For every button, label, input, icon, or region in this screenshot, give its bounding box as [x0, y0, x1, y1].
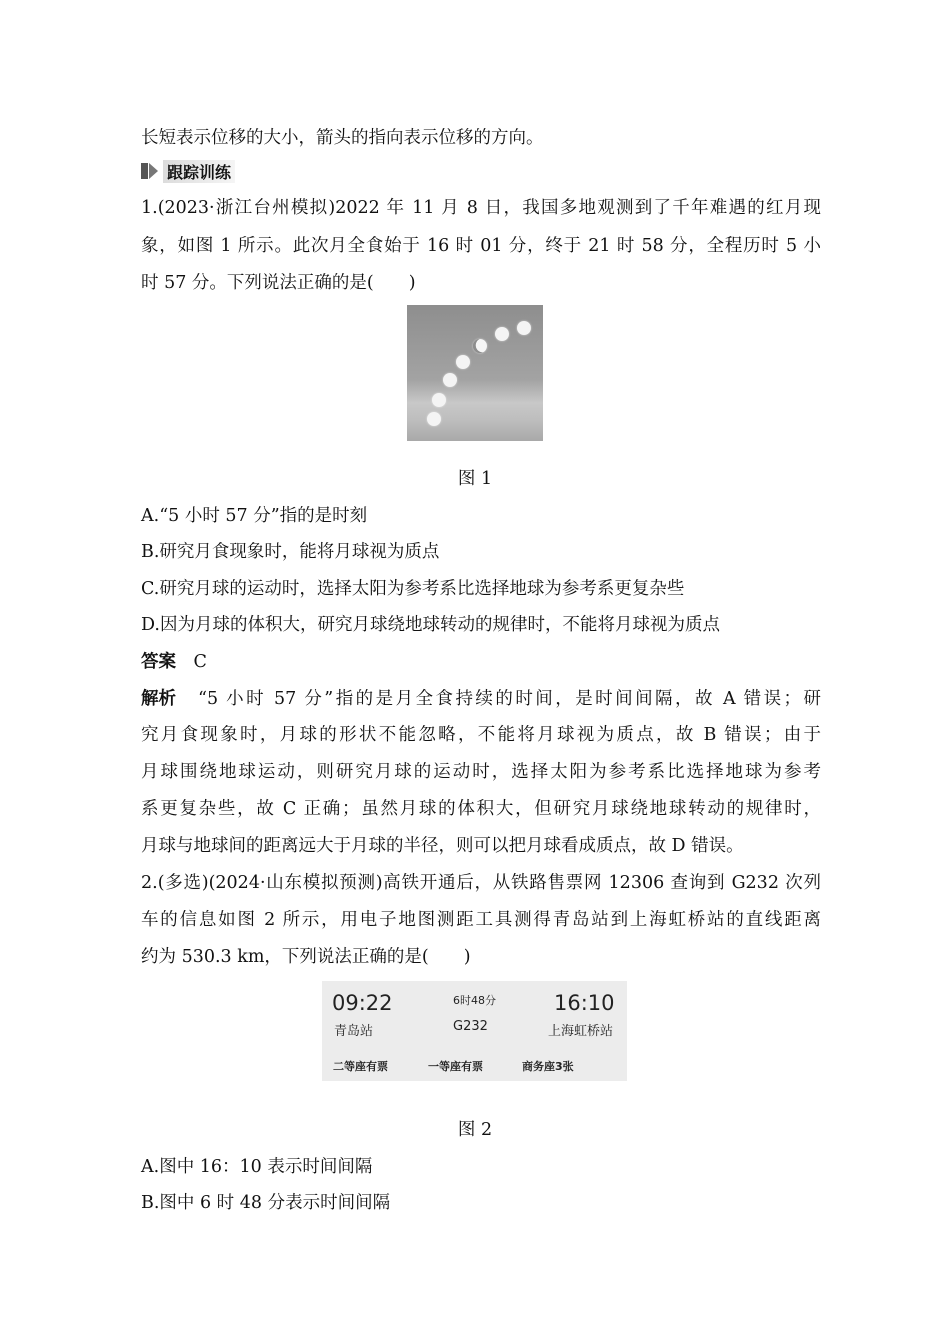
section-marker-icon — [141, 162, 159, 180]
q1-option-a: A.“5 小时 57 分”指的是时刻 — [141, 506, 368, 526]
moon-phase-1 — [427, 412, 441, 426]
q1-stem-line-3: 时 57 分。下列说法正确的是( ) — [141, 273, 416, 293]
analysis-first-text: “5 小时 57 分”指的是月全食持续的时间，是时间间隔，故 A 错误；研 — [198, 689, 821, 709]
q1-option-c: C.研究月球的运动时，选择太阳为参考系比选择地球为参考系更复杂些 — [141, 579, 685, 599]
arrive-time: 16:10 — [554, 991, 615, 1015]
q1-stem-line-1: 1.(2023·浙江台州模拟)2022 年 11 月 8 日，我国多地观测到了千年难遇的红月现 — [141, 198, 821, 218]
moon-phase-6 — [495, 327, 509, 341]
analysis-label: 解析 — [141, 689, 176, 709]
red-moon-eclipse-image — [407, 305, 543, 441]
q2-stem-line-1: 2.(多选)(2024·山东模拟预测)高铁开通后，从铁路售票网 12306 查询到 G232 次列 — [141, 873, 821, 893]
moon-phase-4 — [456, 355, 470, 369]
depart-station: 青岛站 — [334, 1024, 374, 1039]
answer-value: C — [193, 652, 207, 672]
q1-analysis-line-3: 月球围绕地球运动，则研究月球的运动时，选择太阳为参考系比选择地球为参考 — [141, 762, 821, 782]
q1-option-b: B.研究月食现象时，能将月球视为质点 — [141, 542, 440, 562]
section-heading — [141, 159, 235, 183]
moon-phase-5 — [473, 339, 487, 353]
intro-line: 长短表示位移的大小，箭头的指向表示位移的方向。 — [141, 128, 544, 148]
q2-stem-line-2: 车的信息如图 2 所示，用电子地图测距工具测得青岛站到上海虹桥站的直线距离 — [141, 910, 821, 930]
q1-answer — [141, 650, 821, 674]
q2-option-b: B.图中 6 时 48 分表示时间间隔 — [141, 1193, 391, 1213]
moon-phase-2 — [432, 393, 446, 407]
q1-stem-line-2: 象，如图 1 所示。此次月全食始于 16 时 01 分，终于 21 时 58 分，全程历时 5 小 — [141, 236, 821, 256]
arrive-station: 上海虹桥站 — [548, 1024, 614, 1039]
q1-analysis-line-5: 月球与地球间的距离远大于月球的半径，则可以把月球看成质点，故 D 错误。 — [141, 836, 744, 856]
section-title: 跟踪训练 — [163, 160, 235, 183]
business-class-seat: 商务座3张 — [522, 1060, 574, 1073]
moon-phase-3 — [443, 373, 457, 387]
answer-label: 答案 — [141, 652, 176, 672]
q1-analysis-line-1 — [141, 687, 821, 711]
second-class-seat: 二等座有票 — [333, 1060, 388, 1073]
train-number: G232 — [453, 1019, 488, 1034]
figure-1-caption: 图 1 — [457, 469, 493, 489]
q1-analysis-line-2: 究月食现象时，月球的形状不能忽略，不能将月球视为质点，故 B 错误；由于 — [141, 725, 821, 745]
first-class-seat: 一等座有票 — [428, 1060, 483, 1073]
q1-analysis-line-4: 系更复杂些，故 C 正确；虽然月球的体积大，但研究月球绕地球转动的规律时， — [141, 799, 821, 819]
q1-option-d: D.因为月球的体积大，研究月球绕地球转动的规律时，不能将月球视为质点 — [141, 615, 720, 635]
moon-phase-7 — [517, 321, 531, 335]
q2-option-a: A.图中 16：10 表示时间间隔 — [141, 1157, 373, 1177]
q2-stem-line-3: 约为 530.3 km，下列说法正确的是( ) — [141, 947, 471, 967]
figure-2-caption: 图 2 — [457, 1120, 493, 1140]
trip-duration: 6时48分 — [453, 994, 496, 1007]
train-ticket-info-card — [322, 981, 627, 1081]
depart-time: 09:22 — [332, 991, 393, 1015]
